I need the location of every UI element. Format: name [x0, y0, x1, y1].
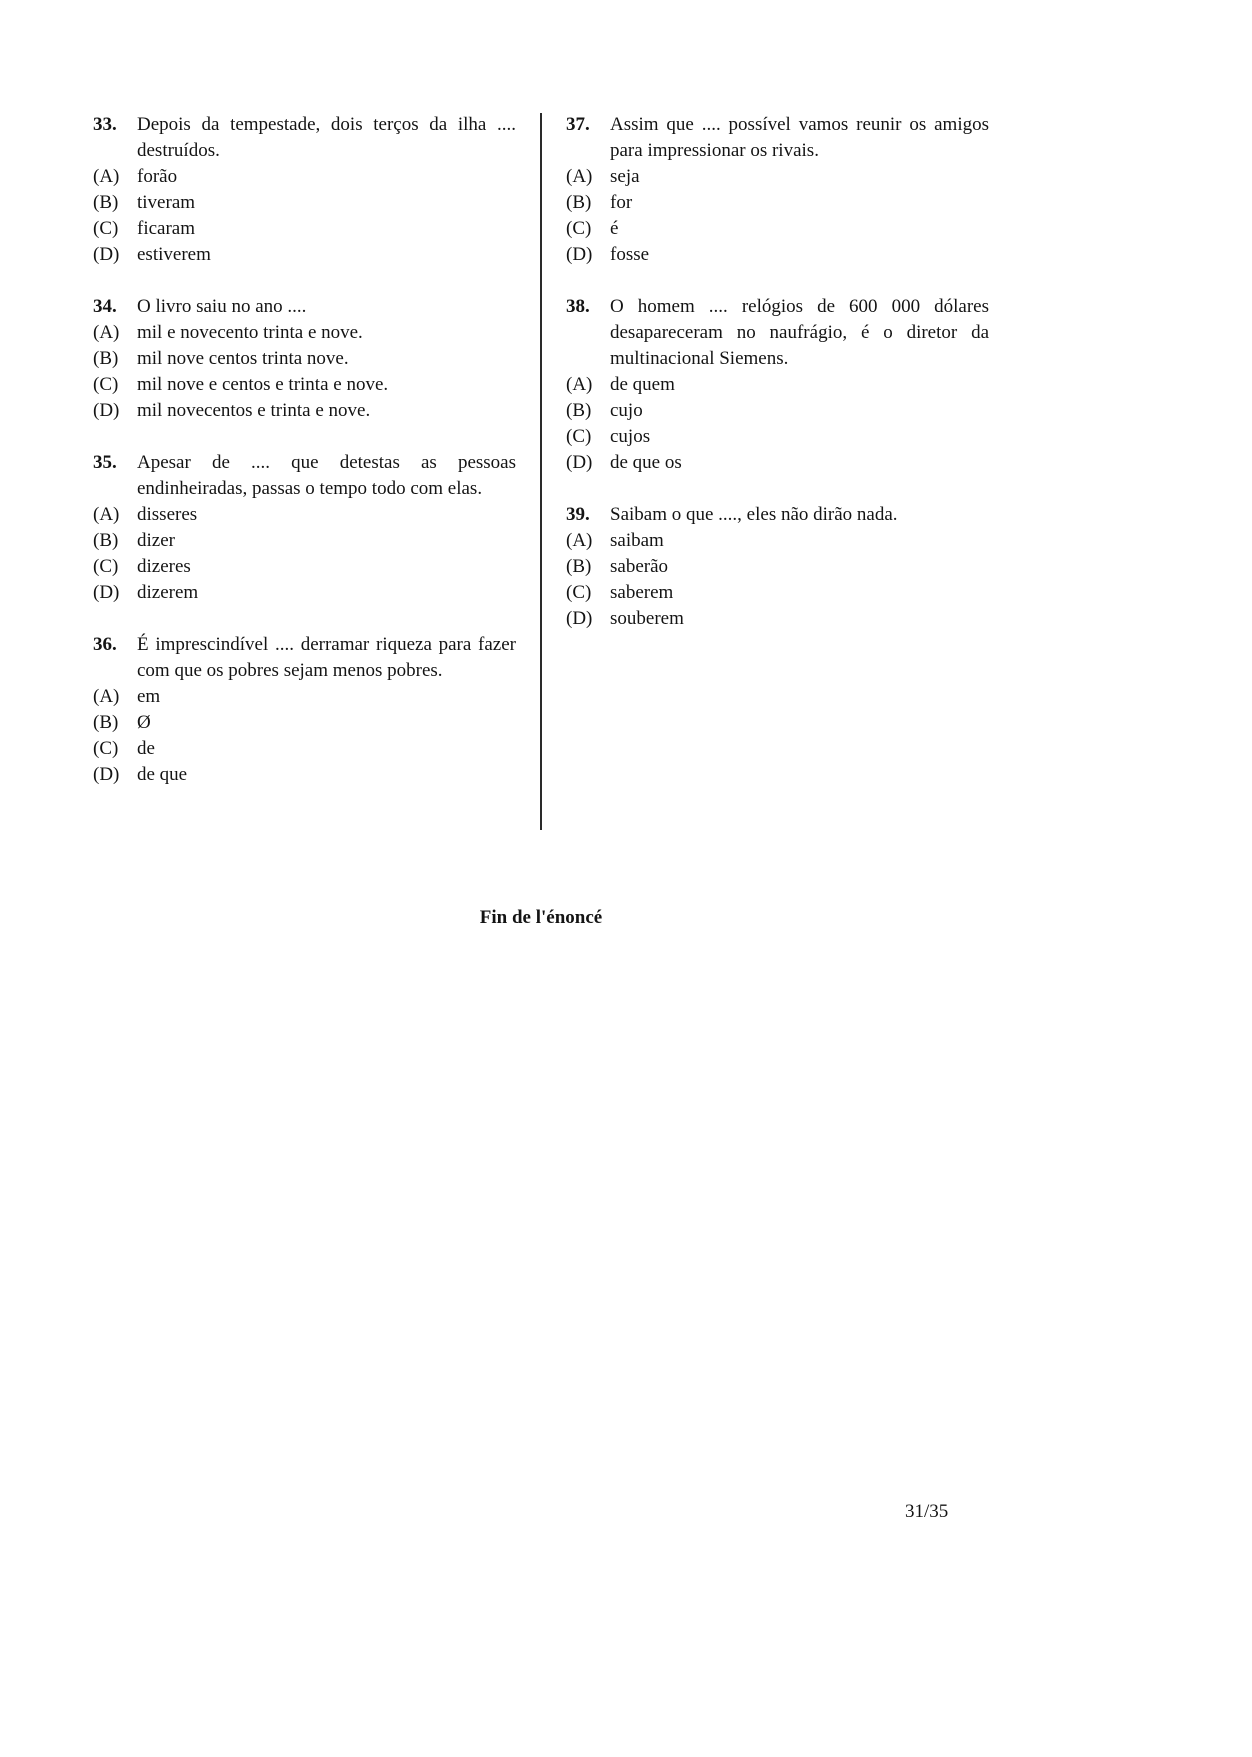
option-letter: (B)	[566, 400, 592, 421]
question-number: 39.	[566, 504, 590, 525]
option-text: mil e novecento trinta e nove.	[137, 322, 363, 343]
answer-option	[93, 398, 516, 424]
option-text: mil nove e centos e trinta e nove.	[137, 374, 389, 395]
column-divider	[540, 113, 542, 830]
question-text: É imprescindível .... derramar riqueza para fazer com que os pobres sejam menos pobres.	[137, 634, 516, 681]
option-letter: (D)	[566, 608, 593, 629]
end-of-text-note: Fin de l'énoncé	[479, 907, 603, 928]
option-text: ficaram	[137, 218, 196, 239]
option-text: dizerem	[137, 582, 199, 603]
answer-option	[93, 164, 516, 190]
option-letter: (B)	[93, 192, 119, 213]
option-text: cujo	[610, 400, 643, 421]
option-text: tiveram	[137, 192, 196, 213]
page-number: 31/35	[905, 1501, 949, 1522]
answer-option	[566, 450, 989, 476]
option-letter: (D)	[93, 244, 120, 265]
answer-option	[93, 554, 516, 580]
option-text: mil novecentos e trinta e nove.	[137, 400, 371, 421]
option-letter: (B)	[93, 348, 119, 369]
answer-option	[566, 554, 989, 580]
end-of-text-note-wrapper	[93, 905, 989, 931]
option-letter: (D)	[93, 764, 120, 785]
option-text: souberem	[610, 608, 684, 629]
answer-option	[93, 528, 516, 554]
option-letter: (A)	[566, 374, 593, 395]
option-letter: (C)	[93, 218, 119, 239]
question-header	[93, 450, 516, 502]
question-text: Assim que .... possível vamos reunir os amigos para impressionar os rivais.	[610, 114, 989, 161]
option-text: saibam	[610, 530, 664, 551]
question	[93, 632, 516, 788]
option-text: em	[137, 686, 161, 707]
question	[566, 112, 989, 268]
option-letter: (A)	[93, 166, 120, 187]
question-number: 35.	[93, 452, 117, 473]
option-letter: (A)	[566, 530, 593, 551]
answer-option	[93, 346, 516, 372]
option-letter: (D)	[93, 582, 120, 603]
option-text: disseres	[137, 504, 198, 525]
question-text: O homem .... relógios de 600 000 dólares desapareceram no naufrágio, é o diretor da multinacional Siemens.	[610, 296, 989, 369]
option-letter: (C)	[93, 738, 119, 759]
question-number: 38.	[566, 296, 590, 317]
option-text: cujos	[610, 426, 651, 447]
option-text: de que	[137, 764, 188, 785]
answer-option	[566, 606, 989, 632]
question-text: Saibam o que ...., eles não dirão nada.	[610, 504, 898, 525]
question	[566, 294, 989, 476]
right-column	[566, 112, 989, 814]
question-header	[566, 294, 989, 372]
question-header	[93, 632, 516, 684]
answer-option	[93, 320, 516, 346]
answer-option	[93, 502, 516, 528]
answer-option	[566, 528, 989, 554]
answer-option	[566, 580, 989, 606]
question-text: Depois da tempestade, dois terços da ilha .... destruídos.	[137, 114, 516, 161]
answer-option	[566, 424, 989, 450]
option-text: dizer	[137, 530, 175, 551]
question-number: 37.	[566, 114, 590, 135]
option-letter: (C)	[566, 582, 592, 603]
answer-option	[93, 580, 516, 606]
answer-option	[93, 216, 516, 242]
answer-option	[93, 242, 516, 268]
option-letter: (A)	[93, 504, 120, 525]
option-letter: (B)	[566, 192, 592, 213]
question-header	[566, 112, 989, 164]
option-text: estiverem	[137, 244, 211, 265]
answer-option	[93, 190, 516, 216]
option-letter: (D)	[566, 452, 593, 473]
option-text: seja	[610, 166, 640, 187]
question-number: 36.	[93, 634, 117, 655]
option-text: saberem	[610, 582, 674, 603]
option-text: é	[610, 218, 619, 239]
option-letter: (C)	[93, 374, 119, 395]
option-letter: (D)	[93, 400, 120, 421]
answer-option	[566, 190, 989, 216]
option-text: saberão	[610, 556, 669, 577]
question-header	[93, 112, 516, 164]
option-letter: (B)	[93, 712, 119, 733]
option-letter: (D)	[566, 244, 593, 265]
answer-option	[566, 372, 989, 398]
option-text: de quem	[610, 374, 675, 395]
question-header	[93, 294, 516, 320]
answer-option	[566, 398, 989, 424]
option-text: dizeres	[137, 556, 191, 577]
option-letter: (A)	[566, 166, 593, 187]
answer-option	[93, 710, 516, 736]
question	[93, 450, 516, 606]
option-text: Ø	[137, 712, 151, 733]
option-letter: (A)	[93, 686, 120, 707]
question-text: O livro saiu no ano ....	[137, 296, 307, 317]
option-letter: (C)	[566, 218, 592, 239]
answer-option	[566, 164, 989, 190]
answer-option	[93, 762, 516, 788]
answer-option	[566, 242, 989, 268]
answer-option	[93, 684, 516, 710]
left-column	[93, 112, 516, 814]
option-letter: (B)	[566, 556, 592, 577]
question	[566, 502, 989, 632]
option-letter: (C)	[566, 426, 592, 447]
answer-option	[93, 736, 516, 762]
question	[93, 294, 516, 424]
question-header	[566, 502, 989, 528]
option-letter: (A)	[93, 322, 120, 343]
option-text: forão	[137, 166, 178, 187]
question-text: Apesar de .... que detestas as pessoas endinheiradas, passas o tempo todo com elas.	[137, 452, 516, 499]
option-text: for	[610, 192, 633, 213]
option-text: fosse	[610, 244, 650, 265]
answer-option	[93, 372, 516, 398]
option-letter: (C)	[93, 556, 119, 577]
option-letter: (B)	[93, 530, 119, 551]
question	[93, 112, 516, 268]
option-text: de que os	[610, 452, 682, 473]
option-text: mil nove centos trinta nove.	[137, 348, 349, 369]
answer-option	[566, 216, 989, 242]
question-number: 34.	[93, 296, 117, 317]
question-number: 33.	[93, 114, 117, 135]
option-text: de	[137, 738, 155, 759]
